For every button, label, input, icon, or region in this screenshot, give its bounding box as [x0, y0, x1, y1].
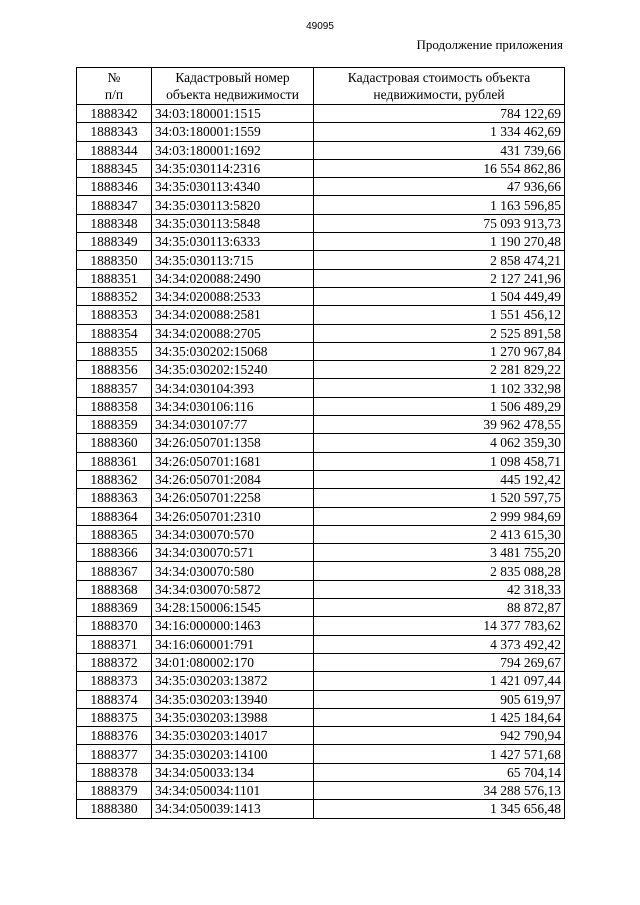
cadastral-value-cell: 1 334 462,69: [314, 123, 565, 141]
row-number-cell: 1888373: [77, 672, 152, 690]
page-number: 49095: [306, 21, 334, 32]
row-number-cell: 1888361: [77, 452, 152, 470]
table-body: [77, 105, 565, 819]
header-cadastral-value-line2: недвижимости, рублей: [373, 87, 505, 102]
cadastral-value-cell: 445 192,42: [314, 470, 565, 488]
cadastral-value-cell: 905 619,97: [314, 690, 565, 708]
cadastral-value-cell: 1 520 597,75: [314, 489, 565, 507]
row-number-cell: 1888343: [77, 123, 152, 141]
row-number-cell: 1888365: [77, 525, 152, 543]
cadastral-value-cell: 39 962 478,55: [314, 416, 565, 434]
cadastral-number-cell: 34:26:050701:1358: [152, 434, 314, 452]
cadastral-value-cell: 16 554 862,86: [314, 159, 565, 177]
cadastral-number-cell: 34:34:030070:580: [152, 562, 314, 580]
cadastral-value-cell: 942 790,94: [314, 727, 565, 745]
cadastral-number-cell: 34:35:030202:15240: [152, 361, 314, 379]
row-number-cell: 1888366: [77, 544, 152, 562]
cadastral-value-cell: 47 936,66: [314, 178, 565, 196]
cadastral-number-cell: 34:34:030070:571: [152, 544, 314, 562]
cadastral-number-cell: 34:01:080002:170: [152, 653, 314, 671]
cadastral-number-cell: 34:35:030114:2316: [152, 159, 314, 177]
cadastral-number-cell: 34:35:030203:14100: [152, 745, 314, 763]
table-row: [77, 251, 565, 269]
table-row: [77, 361, 565, 379]
cadastral-value-cell: 1 345 656,48: [314, 800, 565, 818]
cadastral-number-cell: 34:03:180001:1515: [152, 105, 314, 123]
row-number-cell: 1888363: [77, 489, 152, 507]
cadastral-number-cell: 34:34:020088:2581: [152, 306, 314, 324]
row-number-cell: 1888355: [77, 342, 152, 360]
row-number-cell: 1888369: [77, 599, 152, 617]
table-row: [77, 690, 565, 708]
cadastral-number-cell: 34:34:020088:2490: [152, 269, 314, 287]
row-number-cell: 1888349: [77, 233, 152, 251]
row-number-cell: 1888359: [77, 416, 152, 434]
row-number-cell: 1888370: [77, 617, 152, 635]
row-number-cell: 1888352: [77, 287, 152, 305]
cadastral-number-cell: 34:26:050701:1681: [152, 452, 314, 470]
cadastral-value-cell: 2 281 829,22: [314, 361, 565, 379]
cadastral-value-cell: 4 373 492,42: [314, 635, 565, 653]
table-row: [77, 562, 565, 580]
table-row: [77, 525, 565, 543]
table-row: [77, 141, 565, 159]
cadastral-number-cell: 34:35:030113:5820: [152, 196, 314, 214]
table-row: [77, 416, 565, 434]
table-row: [77, 745, 565, 763]
cadastral-value-cell: 2 999 984,69: [314, 507, 565, 525]
table-row: [77, 708, 565, 726]
header-cadastral-number-line1: Кадастровый номер: [175, 70, 290, 85]
cadastral-value-cell: 1 427 571,68: [314, 745, 565, 763]
row-number-cell: 1888348: [77, 214, 152, 232]
cadastral-value-cell: 1 102 332,98: [314, 379, 565, 397]
table-row: [77, 727, 565, 745]
row-number-cell: 1888379: [77, 781, 152, 799]
row-number-cell: 1888380: [77, 800, 152, 818]
cadastral-number-cell: 34:35:030113:4340: [152, 178, 314, 196]
table-row: [77, 470, 565, 488]
table-row: [77, 178, 565, 196]
table-row: [77, 196, 565, 214]
table-row: [77, 653, 565, 671]
row-number-cell: 1888358: [77, 397, 152, 415]
row-number-cell: 1888357: [77, 379, 152, 397]
cadastral-number-cell: 34:34:030107:77: [152, 416, 314, 434]
table-header-row: [77, 68, 565, 105]
row-number-cell: 1888372: [77, 653, 152, 671]
cadastral-value-cell: 1 163 596,85: [314, 196, 565, 214]
cadastral-number-cell: 34:16:000000:1463: [152, 617, 314, 635]
cadastral-number-cell: 34:34:020088:2533: [152, 287, 314, 305]
row-number-cell: 1888367: [77, 562, 152, 580]
cadastral-value-cell: 2 858 474,21: [314, 251, 565, 269]
row-number-cell: 1888364: [77, 507, 152, 525]
cadastral-value-cell: 794 269,67: [314, 653, 565, 671]
cadastral-number-cell: 34:35:030203:13872: [152, 672, 314, 690]
cadastral-number-cell: 34:35:030113:6333: [152, 233, 314, 251]
cadastral-number-cell: 34:26:050701:2258: [152, 489, 314, 507]
header-row-number-line1: №: [107, 70, 121, 85]
table-row: [77, 269, 565, 287]
header-cadastral-value-line1: Кадастровая стоимость объекта: [347, 70, 531, 85]
table-row: [77, 489, 565, 507]
table-row: [77, 672, 565, 690]
table-row: [77, 580, 565, 598]
row-number-cell: 1888378: [77, 763, 152, 781]
header-row-number: [77, 68, 152, 105]
table-row: [77, 599, 565, 617]
cadastral-number-cell: 34:26:050701:2084: [152, 470, 314, 488]
row-number-cell: 1888376: [77, 727, 152, 745]
cadastral-value-cell: 75 093 913,73: [314, 214, 565, 232]
cadastral-number-cell: 34:34:030104:393: [152, 379, 314, 397]
table-row: [77, 763, 565, 781]
header-cadastral-value: [314, 68, 565, 105]
cadastral-number-cell: 34:35:030113:5848: [152, 214, 314, 232]
cadastral-value-cell: 1 098 458,71: [314, 452, 565, 470]
cadastral-number-cell: 34:34:030106:116: [152, 397, 314, 415]
row-number-cell: 1888345: [77, 159, 152, 177]
table-row: [77, 635, 565, 653]
table-row: [77, 214, 565, 232]
row-number-cell: 1888368: [77, 580, 152, 598]
cadastral-number-cell: 34:34:030070:570: [152, 525, 314, 543]
table-row: [77, 324, 565, 342]
table-row: [77, 507, 565, 525]
cadastral-number-cell: 34:35:030202:15068: [152, 342, 314, 360]
cadastral-number-cell: 34:35:030203:13940: [152, 690, 314, 708]
cadastral-number-cell: 34:34:050034:1101: [152, 781, 314, 799]
row-number-cell: 1888342: [77, 105, 152, 123]
row-number-cell: 1888344: [77, 141, 152, 159]
cadastral-value-cell: 2 127 241,96: [314, 269, 565, 287]
cadastral-value-cell: 14 377 783,62: [314, 617, 565, 635]
row-number-cell: 1888360: [77, 434, 152, 452]
cadastral-value-cell: 784 122,69: [314, 105, 565, 123]
row-number-cell: 1888351: [77, 269, 152, 287]
table-row: [77, 800, 565, 818]
table-row: [77, 306, 565, 324]
row-number-cell: 1888354: [77, 324, 152, 342]
table-row: [77, 397, 565, 415]
cadastral-value-cell: 1 506 489,29: [314, 397, 565, 415]
cadastral-value-cell: 2 413 615,30: [314, 525, 565, 543]
table-row: [77, 123, 565, 141]
table-row: [77, 434, 565, 452]
cadastral-number-cell: 34:03:180001:1692: [152, 141, 314, 159]
cadastral-value-cell: 34 288 576,13: [314, 781, 565, 799]
cadastral-value-cell: 1 551 456,12: [314, 306, 565, 324]
cadastral-number-cell: 34:34:050039:1413: [152, 800, 314, 818]
cadastral-value-cell: 1 504 449,49: [314, 287, 565, 305]
cadastral-value-cell: 65 704,14: [314, 763, 565, 781]
cadastral-number-cell: 34:35:030113:715: [152, 251, 314, 269]
cadastral-value-table: [76, 67, 565, 819]
continuation-label: Продолжение приложения: [416, 37, 563, 52]
cadastral-value-cell: 1 421 097,44: [314, 672, 565, 690]
cadastral-number-cell: 34:26:050701:2310: [152, 507, 314, 525]
row-number-cell: 1888350: [77, 251, 152, 269]
row-number-cell: 1888362: [77, 470, 152, 488]
row-number-cell: 1888375: [77, 708, 152, 726]
cadastral-value-cell: 42 318,33: [314, 580, 565, 598]
row-number-cell: 1888377: [77, 745, 152, 763]
table-row: [77, 452, 565, 470]
table-row: [77, 379, 565, 397]
cadastral-number-cell: 34:35:030203:13988: [152, 708, 314, 726]
row-number-cell: 1888353: [77, 306, 152, 324]
cadastral-number-cell: 34:28:150006:1545: [152, 599, 314, 617]
cadastral-number-cell: 34:16:060001:791: [152, 635, 314, 653]
cadastral-value-cell: 3 481 755,20: [314, 544, 565, 562]
cadastral-number-cell: 34:34:050033:134: [152, 763, 314, 781]
row-number-cell: 1888346: [77, 178, 152, 196]
table-row: [77, 781, 565, 799]
cadastral-value-cell: 4 062 359,30: [314, 434, 565, 452]
cadastral-value-cell: 88 872,87: [314, 599, 565, 617]
table-row: [77, 544, 565, 562]
table-row: [77, 105, 565, 123]
cadastral-value-cell: 1 190 270,48: [314, 233, 565, 251]
cadastral-number-cell: 34:34:030070:5872: [152, 580, 314, 598]
header-cadastral-number: [152, 68, 314, 105]
table-row: [77, 159, 565, 177]
row-number-cell: 1888374: [77, 690, 152, 708]
cadastral-number-cell: 34:03:180001:1559: [152, 123, 314, 141]
cadastral-number-cell: 34:34:020088:2705: [152, 324, 314, 342]
header-row-number-line2: п/п: [104, 87, 124, 102]
table-row: [77, 287, 565, 305]
cadastral-value-cell: 1 270 967,84: [314, 342, 565, 360]
table-row: [77, 233, 565, 251]
cadastral-value-cell: 2 835 088,28: [314, 562, 565, 580]
row-number-cell: 1888347: [77, 196, 152, 214]
table-row: [77, 342, 565, 360]
header-cadastral-number-line2: объекта недвижимости: [166, 87, 299, 102]
cadastral-value-cell: 1 425 184,64: [314, 708, 565, 726]
table-row: [77, 617, 565, 635]
cadastral-value-cell: 431 739,66: [314, 141, 565, 159]
row-number-cell: 1888371: [77, 635, 152, 653]
row-number-cell: 1888356: [77, 361, 152, 379]
cadastral-value-cell: 2 525 891,58: [314, 324, 565, 342]
cadastral-number-cell: 34:35:030203:14017: [152, 727, 314, 745]
